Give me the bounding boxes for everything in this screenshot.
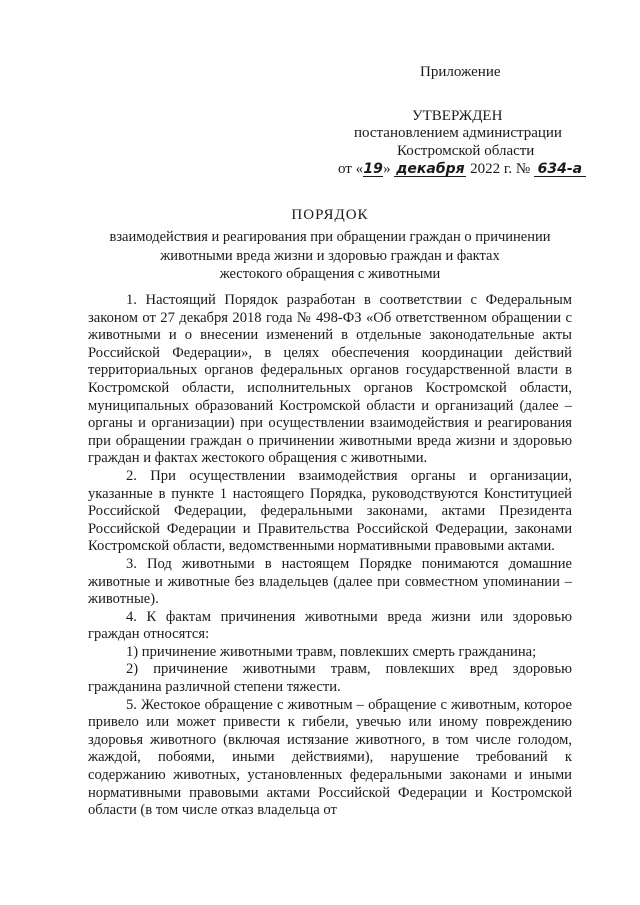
- document-title: ПОРЯДОК: [291, 207, 369, 223]
- date-year: 2022 г. №: [470, 161, 531, 177]
- date-month: декабря: [396, 161, 465, 177]
- date-prefix: от «: [338, 161, 364, 177]
- paragraph-4-item-1: 1) причинение животными травм, повлекших смерть гражданина;: [126, 643, 537, 660]
- appendix-label: Приложение: [420, 64, 501, 80]
- subtitle-line: взаимодействия и реагирования при обращении граждан о причинении: [109, 229, 551, 245]
- paragraph-4: 4. К фактам причинения животными вреда жизни или здоровью граждан относятся:: [88, 608, 572, 643]
- paragraph-1: 1. Настоящий Порядок разработан в соответствии с Федеральным законом от 27 декабря 2018 года № 498-ФЗ «Об ответственном обращении с животными и о внесении изменений в отдельные законодательные акты Российской Федерации», в целях обеспечения координации действий территориальных органов федеральных органов государственной власти в Костромской области, исполнительных органов Костромской области, муниципальных образований Костромской области и организаций (далее – органы и организации) при осуществлении взаимодействия и реагирования при обращении граждан о причинении животными вреда жизни и здоровью граждан и фактах жестокого обращения с животными.: [88, 292, 572, 467]
- decree-line-1: постановлением администрации: [354, 125, 562, 141]
- subtitle-line: животными вреда жизни и здоровью граждан и фактах: [160, 247, 500, 264]
- decree-date-line: [338, 161, 586, 178]
- document-body: [88, 292, 572, 820]
- paragraph-4-item-2: 2) причинение животными травм, повлекших вред здоровью гражданина различной степени тяжести.: [88, 661, 572, 696]
- document-subtitle: [90, 228, 570, 284]
- paragraph-2: 2. При осуществлении взаимодействия органы и организации, указанные в пункте 1 настоящего Порядка, руководствуются Конституцией Российской Федерации, федеральными законами, актами Президента Российской Федерации и Правительства Российской Федерации, законами Костромской области, ведомственными нормативными правовыми актами.: [88, 467, 572, 555]
- subtitle-line: жестокого обращения с животными: [219, 266, 441, 282]
- decree-number: 634-а: [534, 162, 586, 177]
- date-day: 19: [363, 161, 383, 177]
- date-mid: »: [383, 161, 391, 177]
- paragraph-5: 5. Жестокое обращение с животным – обращение с животным, которое привело или может привести к гибели, увечью или иному повреждению здоровья животного (включая истязание животного, в том числе голодом, жаждой, побоями, иными действиями), нарушение требований к содержанию животных, установленных федеральными законами и иными нормативными правовыми актами Российской Федерации и Костромской области (в том числе отказ владельца от: [88, 696, 572, 819]
- decree-line-2: Костромской области: [397, 143, 535, 159]
- approved-label: УТВЕРЖДЕН: [412, 108, 503, 124]
- paragraph-3: 3. Под животными в настоящем Порядке понимаются домашние животные и животные без владельцев (далее при совместном упоминании – животные).: [88, 555, 572, 608]
